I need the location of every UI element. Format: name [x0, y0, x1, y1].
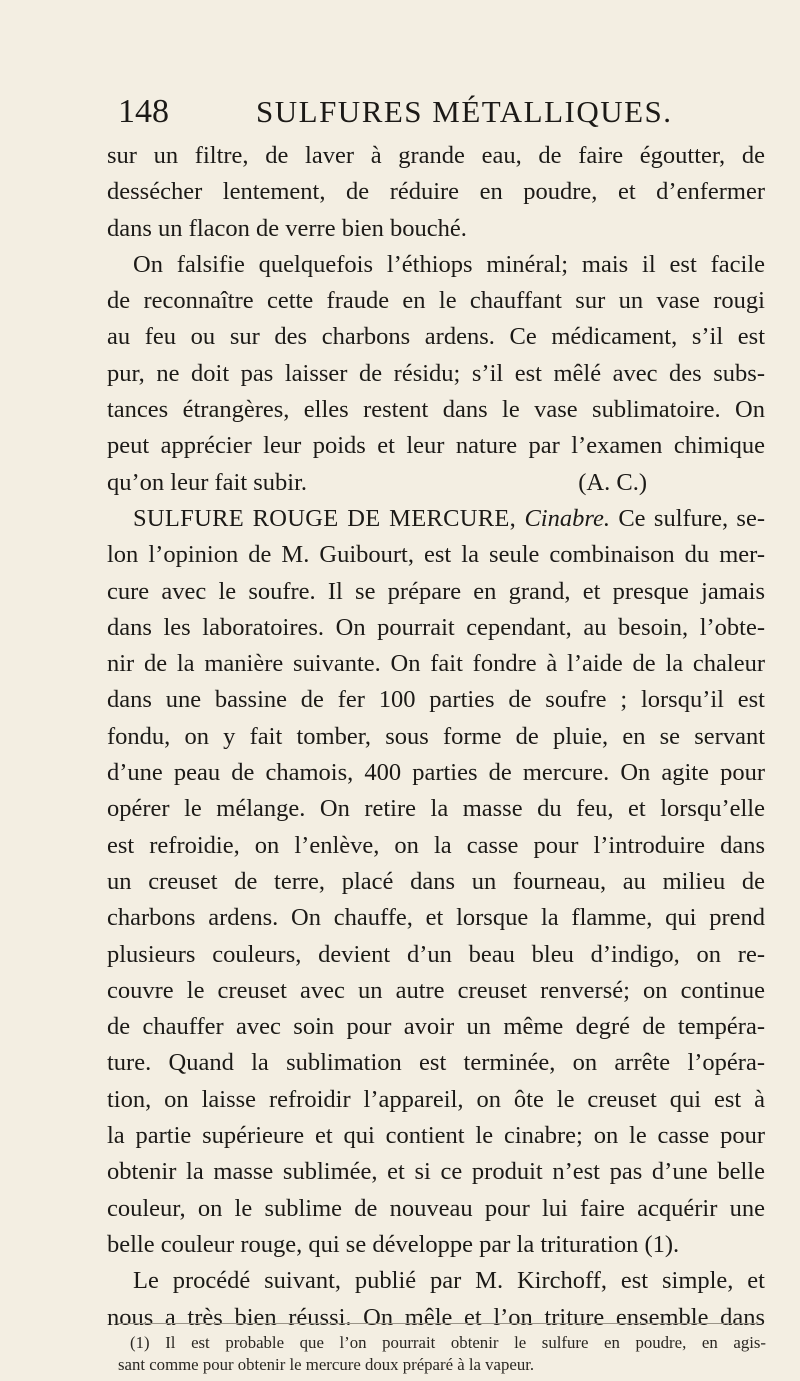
text-line: de reconnaître cette fraude en le chauffant sur un vase rougi — [107, 287, 765, 315]
section-heading: SULFURE ROUGE DE MERCURE, — [133, 504, 517, 532]
author-initials: (A. C.) — [578, 468, 647, 496]
text-line: belle couleur rouge, qui se développe par la trituration (1). — [107, 1230, 680, 1258]
text-line: dessécher lentement, de réduire en poudre, et d’enfermer — [107, 178, 765, 206]
text-line: Le procédé suivant, publié par M. Kirchoff, est simple, et — [133, 1267, 765, 1295]
text-line: dans un flacon de verre bien bouché. — [107, 214, 467, 242]
text-line: d’une peau de chamois, 400 parties de mercure. On agite pour — [107, 759, 765, 787]
section-heading-rest: Ce sulfure, se- — [618, 504, 765, 532]
text-line: sur un filtre, de laver à grande eau, de faire égoutter, de — [107, 142, 765, 169]
footnote-rule — [118, 1323, 758, 1324]
footnote-line: sant comme pour obtenir le mercure doux préparé à la vapeur. — [118, 1355, 535, 1374]
text-line: au feu ou sur des charbons ardens. Ce médicament, s’il est — [107, 323, 765, 351]
text-line: opérer le mélange. On retire la masse du feu, et lorsqu’elle — [107, 795, 765, 823]
text-line: pur, ne doit pas laisser de résidu; s’il est mêlé avec des subs- — [107, 359, 765, 387]
text-line: plusieurs couleurs, devient d’un beau bleu d’indigo, on re- — [107, 940, 765, 968]
text-line: la partie supérieure et qui contient le cinabre; on le casse pour — [107, 1122, 765, 1150]
text-line: ture. Quand la sublimation est terminée, on arrête l’opéra- — [107, 1049, 765, 1077]
text-line: peut apprécier leur poids et leur nature par l’examen chimique — [107, 432, 765, 460]
text-line: On falsifie quelquefois l’éthiops minéral; mais il est facile — [133, 250, 765, 278]
body-text — [107, 138, 765, 1336]
text-line: obtenir la masse sublimée, et si ce produit n’est pas d’une belle — [107, 1158, 765, 1186]
signature-text: qu’on leur fait subir. — [107, 468, 308, 496]
section-heading-italic: Cinabre. — [524, 504, 610, 532]
text-line: dans les laboratoires. On pourrait cependant, au besoin, l’obte- — [107, 613, 765, 641]
text-line: charbons ardens. On chauffe, et lorsque la flamme, qui prend — [107, 904, 765, 932]
text-line: est refroidie, on l’enlève, on la casse pour l’introduire dans — [107, 831, 765, 859]
signature-line — [107, 465, 765, 501]
section-heading-line — [107, 501, 765, 537]
page-number: 148 — [118, 93, 169, 130]
text-line: lon l’opinion de M. Guibourt, est la seule combinaison du mer- — [107, 541, 765, 569]
text-line: nir de la manière suivante. On fait fondre à l’aide de la chaleur — [107, 650, 765, 678]
running-head — [118, 92, 718, 132]
text-line: couleur, on le sublime de nouveau pour lui faire acquérir une — [107, 1194, 765, 1222]
text-line: tances étrangères, elles restent dans le vase sublimatoire. On — [107, 396, 765, 424]
text-line: tion, on laisse refroidir l’appareil, on ôte le creuset qui est à — [107, 1085, 765, 1113]
text-line: couvre le creuset avec un autre creuset renversé; on continue — [107, 976, 765, 1004]
footnote-line: (1) Il est probable que l’on pourrait obtenir le sulfure en poudre, en agis- — [130, 1333, 766, 1352]
running-title: SULFURES MÉTALLIQUES. — [256, 94, 673, 129]
text-line: dans une bassine de fer 100 parties de soufre ; lorsqu’il est — [107, 686, 765, 714]
text-line: de chauffer avec soin pour avoir un même degré de tempéra- — [107, 1013, 765, 1041]
text-line: fondu, on y fait tomber, sous forme de pluie, en se servant — [107, 722, 765, 750]
footnote — [118, 1332, 766, 1376]
text-line: cure avec le soufre. Il se prépare en grand, et presque jamais — [107, 577, 765, 605]
text-line: un creuset de terre, placé dans un fourneau, au milieu de — [107, 867, 765, 895]
text-line: nous a très bien réussi. On mêle et l’on triture ensemble dans — [107, 1303, 765, 1331]
